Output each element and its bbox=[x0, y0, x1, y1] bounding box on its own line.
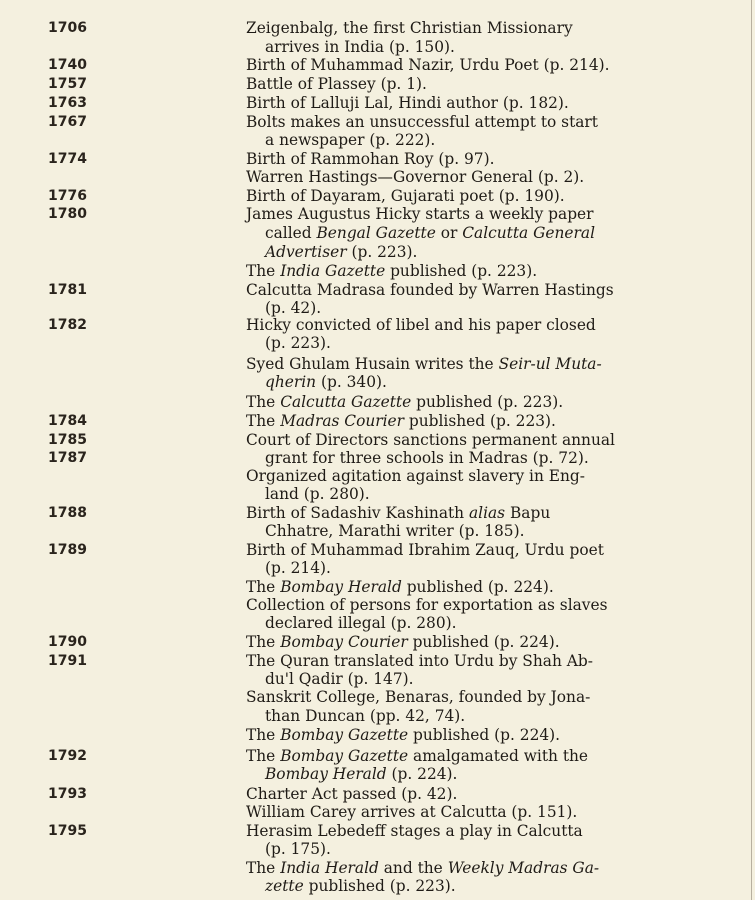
text-line: (p. 42). bbox=[265, 299, 322, 317]
text-line: The India Herald and the Weekly Madras Ga- bbox=[246, 859, 600, 877]
text-line: Charter Act passed (p. 42). bbox=[246, 785, 458, 803]
text-line: The Bombay Gazette amalgamated with the bbox=[246, 747, 589, 765]
year-1763: 1763 bbox=[48, 95, 87, 111]
text-line: Chhatre, Marathi writer (p. 185). bbox=[265, 522, 525, 540]
text-line: (p. 175). bbox=[265, 840, 331, 858]
year-1790: 1790 bbox=[48, 634, 87, 650]
text-line: The India Gazette published (p. 223). bbox=[246, 262, 538, 280]
text-line: Battle of Plassey (p. 1). bbox=[246, 75, 427, 93]
text-line: Birth of Lalluji Lal, Hindi author (p. 182). bbox=[246, 94, 569, 112]
text-line: than Duncan (pp. 42, 74). bbox=[265, 707, 466, 725]
year-1780: 1780 bbox=[48, 206, 87, 222]
text-line: Organized agitation against slavery in Eng- bbox=[246, 467, 585, 485]
text-line: Syed Ghulam Husain writes the Seir-ul Muta- bbox=[246, 355, 602, 373]
text-line: Hicky convicted of libel and his paper closed bbox=[246, 316, 596, 334]
year-1774: 1774 bbox=[48, 151, 87, 167]
text-line: declared illegal (p. 280). bbox=[265, 614, 457, 632]
text-line: qherin (p. 340). bbox=[265, 373, 387, 391]
text-line: called Bengal Gazette or Calcutta General bbox=[265, 224, 595, 242]
year-1788: 1788 bbox=[48, 505, 87, 521]
text-line: Court of Directors sanctions permanent annual bbox=[246, 431, 615, 449]
year-1782: 1782 bbox=[48, 317, 87, 333]
text-line: Warren Hastings—Governor General (p. 2). bbox=[246, 168, 585, 186]
year-1781: 1781 bbox=[48, 282, 87, 298]
text-line: The Bombay Herald published (p. 224). bbox=[246, 578, 554, 596]
text-line: Calcutta Madrasa founded by Warren Hastings bbox=[246, 281, 614, 299]
text-line: zette published (p. 223). bbox=[265, 877, 456, 895]
text-line: James Augustus Hicky starts a weekly paper bbox=[246, 205, 594, 223]
text-line: The Madras Courier published (p. 223). bbox=[246, 412, 556, 430]
text-line: grant for three schools in Madras (p. 72). bbox=[265, 449, 589, 467]
text-line: Birth of Sadashiv Kashinath alias Bapu bbox=[246, 504, 551, 522]
text-line: Sanskrit College, Benaras, founded by Jona- bbox=[246, 688, 591, 706]
year-1791: 1791 bbox=[48, 653, 87, 669]
text-line: Birth of Rammohan Roy (p. 97). bbox=[246, 150, 495, 168]
year-1793: 1793 bbox=[48, 786, 87, 802]
text-line: Herasim Lebedeff stages a play in Calcutta bbox=[246, 822, 583, 840]
text-line: a newspaper (p. 222). bbox=[265, 131, 436, 149]
text-line: Bolts makes an unsuccessful attempt to start bbox=[246, 113, 598, 131]
text-line: Collection of persons for exportation as slaves bbox=[246, 596, 608, 614]
year-1757: 1757 bbox=[48, 76, 87, 92]
page-edge-rule bbox=[751, 0, 752, 900]
text-line: The Quran translated into Urdu by Shah Ab- bbox=[246, 652, 593, 670]
text-line: Bombay Herald (p. 224). bbox=[265, 765, 458, 783]
text-line: Zeigenbalg, the first Christian Missionary bbox=[246, 19, 573, 37]
year-1740: 1740 bbox=[48, 57, 87, 73]
year-1784: 1784 bbox=[48, 413, 87, 429]
text-line: (p. 223). bbox=[265, 334, 331, 352]
text-line: The Bombay Courier published (p. 224). bbox=[246, 633, 560, 651]
year-1787: 1787 bbox=[48, 450, 87, 466]
text-line: Advertiser (p. 223). bbox=[265, 243, 418, 261]
year-1789: 1789 bbox=[48, 542, 87, 558]
text-line: The Bombay Gazette published (p. 224). bbox=[246, 726, 561, 744]
year-1776: 1776 bbox=[48, 188, 87, 204]
text-line: du'l Qadir (p. 147). bbox=[265, 670, 414, 688]
text-line: Birth of Muhammad Ibrahim Zauq, Urdu poet bbox=[246, 541, 604, 559]
text-line: William Carey arrives at Calcutta (p. 151). bbox=[246, 803, 578, 821]
text-line: Birth of Muhammad Nazir, Urdu Poet (p. 214). bbox=[246, 56, 610, 74]
text-line: land (p. 280). bbox=[265, 485, 370, 503]
year-1792: 1792 bbox=[48, 748, 87, 764]
year-1795: 1795 bbox=[48, 823, 87, 839]
year-1706: 1706 bbox=[48, 20, 87, 36]
text-line: (p. 214). bbox=[265, 559, 331, 577]
text-line: Birth of Dayaram, Gujarati poet (p. 190). bbox=[246, 187, 565, 205]
text-line: The Calcutta Gazette published (p. 223). bbox=[246, 393, 564, 411]
text-line: arrives in India (p. 150). bbox=[265, 38, 455, 56]
year-1767: 1767 bbox=[48, 114, 87, 130]
year-1785: 1785 bbox=[48, 432, 87, 448]
